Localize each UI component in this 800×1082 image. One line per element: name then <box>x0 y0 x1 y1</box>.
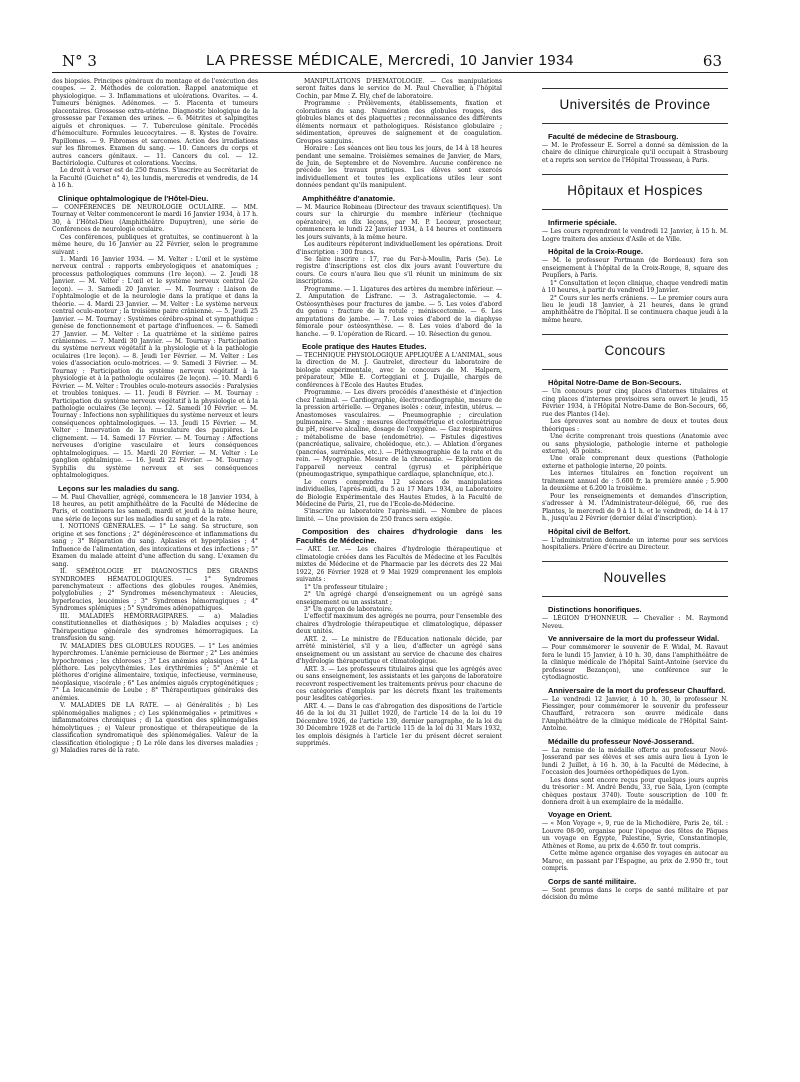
paragraph: V. MALADIES DE LA RATE. — a) Généralités ; b) Les splénomégalies malignes ; c) Les splénomégalies « primitives » inflammatoires chroniques ; d) La question des splénomégalies hémolytiques ; e) Valeur pronostique et thérapeutique de la classification syndromatique des splénomégalies. Valeur de la classification étiologique ; f) Le rôle dans les diverses maladies ; g) Maladies rares de la rate. <box>52 702 258 754</box>
paragraph: — LÉGION D'HONNEUR. — Chevalier : M. Raymond Neveu. <box>542 615 728 630</box>
paragraph: Les dons sont encore reçus pour quelques jours auprès du trésorier : M. André Bendu, 33, rue Sala, Lyon (compte chèques postaux 3740). Toute souscription de 100 fr. donnera droit à un exemplaire de la médaille. <box>542 776 728 807</box>
section-heading: Infirmerie spéciale. <box>548 218 617 228</box>
section-heading: Composition des chaires d'hydrologie dans les Facultés de Médecine. <box>296 527 502 546</box>
page-header <box>52 50 728 73</box>
paragraph: ART. 3. — Les professeurs titulaires ainsi que les agrégés avec ou sans enseignement, les assistants et les garçons de laboratoire recevront respectivement les traitements prévus pour chacune de ces catégories d'emplois par les décrets fixant les traitements pour lesdites catégories. <box>296 665 502 703</box>
paragraph: Le droit à verser est de 250 francs. S'inscrire au Secrétariat de la Faculté (Guichet n° 4), les lundis, mercredis et vendredis, de 14 à 16 h. <box>52 167 258 190</box>
section-heading: Distinctions honorifiques. <box>548 605 642 615</box>
section-title: Universités de Province <box>559 97 711 112</box>
paragraph: — « Mon Voyage », 9, rue de la Michodière, Paris 2e, tél. : Louvre 08-90, organise pour l'époque des fêtes de Pâques un voyage en Egypte, Palestine, Syrie, Constantinople, Athènes et Rome, au prix de 4.650 fr. tout compris. <box>542 820 728 850</box>
paragraph: — M. le professeur Portmann (de Bordeaux) fera son enseignement à l'hôpital de la Croix-Rouge, 8, square des Peupliers, à Paris. <box>542 257 728 280</box>
section-heading: Ve anniversaire de la mort du professeur Widal. <box>548 634 720 644</box>
paragraph: — CONFÉRENCES DE NEUROLOGIE OCULAIRE. — MM. Tournay et Velter commenceront le mardi 16 Janvier 1934, à 17 h. 30, à l'Hôtel-Dieu (Amphithéâtre Dupuytren), une série de Conférences de neurologie oculaire. <box>52 203 258 234</box>
paragraph: Une orale comprenant deux questions (Pathologie externe et pathologie interne, 20 points. <box>542 455 728 470</box>
column-right <box>542 78 728 1068</box>
page-number: 63 <box>702 52 722 70</box>
paragraph: 1° Consultation et leçon clinique, chaque vendredi matin à 10 heures, à partir du vendredi 19 Janvier. <box>542 279 728 295</box>
paragraph: — Sont promus dans le corps de santé militaire et par décision du même <box>542 886 728 902</box>
section-heading: Leçons sur les maladies du sang. <box>58 483 180 493</box>
paragraph: 2° Un agrégé chargé d'enseignement ou un agrégé sans enseignement ou un assistant ; <box>296 591 502 606</box>
paragraph: 1° Un professeur titulaire ; <box>304 583 388 591</box>
paragraph: I. NOTIONS GÉNÉRALES. — 1° Le sang. Sa structure, son origine et ses fonctions ; 2° dégénérescence et inflammations du sang ; 3° Réparation du sang. Aplasies et hyperplasies ; 4° Influence de l'alimentation, des intoxications et des infections ; 5° Examen du malade atteint d'une affection du sang. L'examen du sang. <box>52 523 258 568</box>
section-title: Nouvelles <box>603 570 667 586</box>
paragraph: II. SÉMÉIOLOGIE ET DIAGNOSTICS DES GRANDS SYNDROMES HÉMATOLOGIQUES. — 1° Syndromes parenchymateux : affections des globules rouges. Anémies, polyglobulies ; 2° Syndromes mésenchymateux : Aleucies, hyperleucies, leucémies ; 3° Syndromes hémorragiques ; 4° Syndromes spléniques ; 5° Syndromes adénopathiques. <box>52 568 258 613</box>
column-middle <box>296 78 502 1068</box>
section-heading: Amphithéâtre d'anatomie. <box>302 193 395 203</box>
paragraph: — Le vendredi 12 Janvier, à 10 h. 30, le professeur N. Fiessinger, pour commémorer le souvenir du professeur Chauffard, retracera son œuvre médicale dans l'Amphithéâtre de la clinique médicale de l'Hôpital Saint-Antoine. <box>542 695 728 733</box>
paragraph: Pour les renseignements et demandes d'inscription, s'adresser à M. l'Administrateur-délégué, 66, rue des Plantes, le mercredi de 9 à 11 h. et le vendredi, de 14 à 17 h., jusqu'au 2 Février (dernier délai d'inscription). <box>542 492 728 523</box>
paragraph: L'effectif maximum des agrégés ne pourra, pour l'ensemble des chaires d'hydrologie thérapeutique et climatologique, dépasser deux unités. <box>296 613 502 636</box>
paragraph: — ART. 1er. — Les chaires d'hydrologie thérapeutique et climatologie créées dans les Facultés de Médecine et les Facultés mixtes de Médecine et de Pharmacie par les décrets des 22 Mai 1922, 26 Février 1928 et 9 Mai 1929 comprennent les emplois suivants : <box>296 546 502 584</box>
paragraph: des biopsies. Principes généraux du montage et de l'exécution des coupes. — 2. Méthodes de coloration. Rappel anatomique et physiologique. — 3. Inflammations et ulcérations. Ovarites. — 4. Tumeurs bénignes. Adénomes. — 5. Placenta et tumeurs placentaires. Grossesse extra-utérine. Diagnostic biologique de la grossesse par l'examen des urines. — 6. Métrites et salpingites aiguës et chroniques. — 7. Tuberculose génitale. Procédés d'hémoculture. Formules leucocytaires. — 8. Kystes de l'ovaire. Papillomes. — 9. Fibromes et sarcomes. Action des irradiations sur les fibromes. Examen du sang. — 10. Cancers du corps et autres cancers génitaux. — 11. Cancers du col. — 12. Bactériologie. Cultures et colorations. Vaccins. <box>52 78 258 167</box>
paragraph: Ces conférences, publiques et gratuites, se continueront à la même heure, du 16 Janvier au 22 Février, selon le programme suivant : <box>52 233 258 256</box>
divider <box>542 88 728 89</box>
divider <box>542 369 728 370</box>
paragraph: Les internes titulaires en fonction reçoivent un traitement annuel de : 5.600 fr. la première année ; 5.900 la deuxième et 6.200 la troisième. <box>542 470 728 493</box>
paragraph: III. MALADIES HÉMORRAGIPARES. — a) Maladies constitutionnelles et diathésiques ; b) Maladies acquises ; c) Thérapeutique générale des syndromes hémorragiques. La transfusion du sang. <box>52 612 258 643</box>
paragraph: Les épreuves sont au nombre de deux et toutes deux théoriques : <box>542 418 728 433</box>
paragraph: 2° Cours sur les nerfs crâniens. — Le premier cours aura lieu le jeudi 18 Janvier, à 21 heures, dans le grand amphithéâtre de l'hôpital. Il se continuera chaque jeudi à la même heure. <box>542 294 728 324</box>
paragraph: MANIPULATIONS D'HÉMATOLOGIE. — Ces manipulations seront faites dans le service de M. Paul Chevallier, à l'hôpital Cochin, par Mme Z. Ely, chef de laboratoire. <box>296 78 502 100</box>
paragraph: IV. MALADIES DES GLOBULES ROUGES. — 1° Les anémies hyperchromes. L'anémie pernicieuse de Biermer ; 2° Les anémies hypochromes ; les chloroses ; 3° Les anémies aplasiques ; 4° La pléthore. Les polycythémies. Les érythrémies ; 5° Anémie et pléthores d'origine alimentaire, toxique, infectieuse, vermineuse, néoplasique, viscérale ; 6° Les anémies aiguës cryptogénétiques ; 7° La leucanémie de Leube ; 8° Thérapeutiques générales des anémies. <box>52 642 258 702</box>
section-heading: Anniversaire de la mort du professeur Chauffard. <box>548 685 726 695</box>
paragraph: — Un concours pour cinq places d'internes titulaires et cinq places d'internes provisoires sera ouvert le jeudi, 15 Février 1934, à l'Hôpital Notre-Dame de Bon-Secours, 66, rue des Plantes (14e). <box>542 388 728 418</box>
paragraph: Cette même agence organise des voyages en autocar au Maroc, en passant par l'Espagne, au prix de 2.950 fr., tout compris. <box>542 850 728 873</box>
paragraph: Programme : Prélèvements, établissements, fixation et colorations du sang. Numération des globules rouges, des globules blancs et des plaquettes ; reconnaissance des différents éléments normaux et pathologiques. Résistance globulaire ; sédimentation, épreuves de saignement et de coagulation. Groupes sanguins. <box>296 100 502 145</box>
issue-number: N° 3 <box>62 52 97 70</box>
paragraph: Le cours comprendra 12 séances de manipulations individuelles, l'après-midi, du 5 au 17 Mars 1934, au Laboratoire de Biologie Expérimentale des Hautes Etudes, à la Faculté de Médecine de Paris, 21, rue de l'Ecole-de-Médecine. <box>296 478 502 509</box>
paragraph: — M. Paul Chevallier, agrégé, commencera le 18 Janvier 1934, à 18 heures, au petit amphithéâtre de la Faculté de Médecine de Paris, et continuera les samedi, mardi et jeudi à la même heure, une série de leçons sur les maladies du sang et de la rate. <box>52 493 258 523</box>
section-heading: Ecole pratique des Hautes Etudes. <box>302 341 427 351</box>
divider <box>542 209 728 210</box>
section-title: Concours <box>604 343 666 359</box>
divider <box>542 596 728 597</box>
section-heading: Corps de santé militaire. <box>548 876 637 886</box>
section-heading: Voyage en Orient. <box>548 810 613 820</box>
divider <box>542 174 728 175</box>
paragraph: Une écrite comprenant trois questions (Anatomie avec ou sans physiologie, pathologie interne et pathologie externe), 45 points. <box>542 433 728 455</box>
paragraph: — Les cours reprendront le vendredi 12 Janvier, à 15 h. M. Logre traitera des anxieux d'Asile et de Ville. <box>542 228 728 243</box>
section-heading: Faculté de médecine de Strasbourg. <box>548 132 679 141</box>
paragraph: — M. Maurice Robineau (Directeur des travaux scientifiques). Un cours sur la chirurgie du membre inférieur (technique opératoire), en dix leçons, par M. P. Lecœur, prosecteur, commencera le lundi 22 Janvier 1934, à 14 heures et continuera les jours suivants, à la même heure. <box>296 203 502 241</box>
paragraph: — M. le Professeur E. Sorrel a donné sa démission de la chaire de clinique chirurgicale qu'il occupait à Strasbourg et a repris son service de l'Hôpital Trousseau, à Paris. <box>542 142 728 164</box>
section-heading: Hôpital de la Croix-Rouge. <box>548 247 643 257</box>
paragraph: 3° Un garçon de laboratoire. <box>304 606 393 613</box>
paragraph: Les auditeurs répéteront individuellement les opérations. Droit d'inscription : 300 francs. <box>296 241 502 256</box>
divider <box>542 123 728 124</box>
paragraph: 1. Mardi 16 Janvier 1934. — M. Velter : L'œil et le système nerveux central : rapports embryologiques et anatomiques ; processus pathologiques communs (1re leçon). — 2. Jeudi 18 Janvier. — M. Velter : L'œil et le système nerveux central (2e leçon). — 3. Samedi 20 Janvier. — M. Tournay : Liaison de l'ophtalmologie et de la neurologie dans la pratique et dans la théorie. — 4. Mardi 23 Janvier. — M. Velter : Le système nerveux central oculo-moteur ; la troisième paire crânienne. — 5. Jeudi 25 Janvier. — M. Tournay : Systèmes cérébro-spinal et sympathique : genèse de fonctionnement et partage d'influences. — 6. Samedi 27 Janvier. — M. Velter : La quatrième et la sixième paires crâniennes. — 7. Mardi 30 Janvier. — M. Tournay : Participation du système nerveux végétatif à la physiologie et à la pathologie oculaires (1re leçon). — 8. Jeudi 1er Février. — M. Velter : Les voies d'association oculo-motrices. — 9. Samedi 3 Février. — M. Tournay : Participation du système nerveux végétatif à la physiologie et à la pathologie oculaires (2e leçon). — 10. Mardi 6 Février. — M. Velter : Troubles oculo-moteurs associés : Paralysies et troubles toniques. — 11. Jeudi 8 Février. — M. Tournay : Participation du système nerveux végétatif à la physiologie et à la pathologie oculaires (3e leçon). — 12. Samedi 10 Février. — M. Tournay : Infections non syphilitiques du système nerveux et leurs conséquences ophtalmologiques. — 13. Jeudi 15 Février. — M. Velter : Innervation de la musculature des paupières. Le clignement. — 14. Samedi 17 Février. — M. Tournay : Affections nerveuses d'origine vasculaire et leurs conséquences ophtalmologiques. — 15. Mardi 20 Février. — M. Velter : Le ganglion ophtalmique. — 16. Jeudi 22 Février. — M. Tournay : Syphilis du système nerveux et ses conséquences ophtalmologiques. <box>52 255 258 480</box>
paragraph: — L'administration demande un interne pour ses services hospitaliers. Prière d'écrire au Directeur. <box>542 536 728 551</box>
divider <box>542 334 728 335</box>
divider <box>542 561 728 562</box>
paragraph: ART. 4. — Dans le cas d'abrogation des dispositions de l'article 46 de la loi du 31 Juillet 1920, de l'article 14 de la loi du 19 Décembre 1926, de l'article 139, dernier paragraphe, de la loi du 30 Décembre 1928 et de l'article 115 de la loi du 31 Mars 1932, les emplois désignés à l'article 1er du présent décret seraient supprimés. <box>296 702 502 748</box>
column-left <box>52 78 258 1068</box>
paragraph: Programme. — 1. Ligatures des artères du membre inférieur. — 2. Amputation de Lisfranc. — 3. Astragalectomie. — 4. Ostéosynthèses pour fractures de jambe. — 5. Les voies d'abord du genou : fracture de la rotule ; méniscectomie. — 6. Les amputations de jambe. — 7. Les voies d'abord de la diaphyse fémorale pour ostéosynthèse. — 8. Les voies d'abord de la hanche. — 9. L'opération de Ricard. — 10. Résection du genou. <box>296 285 502 338</box>
paragraph: Programme. — Les divers procédés d'anesthésie et d'injection chez l'animal. — Cardiographie, électrocardiographie, mesure de la pression artérielle. — Organes isolés : cœur, intestin, utérus. — Anastomoses vasculaires. — Pneumographie ; circulation pulmonaire. — Sang : mesures électrométrique et colorimétrique du pH, réserve alcaline, dosage de l'oxygène. — Gaz respiratoires ; métabolisme de base (endométrie). — Fistules digestives (pancréatique, salivaire, cholédoque, etc.). — Ablation d'organes (pancréas, surrénales, etc.). — Pléthysmographie de la rate et du rein. — Myographie. Mesure de la chronaxie. — Exploration de l'appareil nerveux central (gyrus) et périphérique (pneumogastrique, sympathique cardiaque, splanchnique, etc.). <box>296 389 502 479</box>
section-heading: Hôpital civil de Belfort. <box>548 526 631 536</box>
paragraph: S'inscrire au laboratoire l'après-midi. — Nombre de places limité. — Une provision de 250 francs sera exigée. <box>296 508 502 523</box>
section-heading: Hôpital Notre-Dame de Bon-Secours. <box>548 378 682 388</box>
section-heading: Médaille du professeur Nové-Josserand. <box>548 736 695 746</box>
paragraph: Se faire inscrire : 17, rue du Fer-à-Moulin, Paris (5e). Le registre d'inscriptions est clos dix jours avant l'ouverture du cours. Ce cours n'aura lieu que s'il réunit un minimum de six inscriptions. <box>296 255 502 286</box>
section-heading: Clinique ophtalmologique de l'Hôtel-Dieu. <box>58 193 209 203</box>
paragraph: — TECHNIQUE PHYSIOLOGIQUE APPLIQUÉE A L'ANIMAL, sous la direction de M. J. Gautrelet, directeur du laboratoire de biologie expérimentale, avec le concours de M. Halpern, préparateur, Mlle E. Corteggiani et J. Dujaille, chargés de conférences à l'Ecole des Hautes Etudes. <box>296 351 502 389</box>
paragraph: — Pour commémorer le souvenir de F. Widal, M. Ravaut fera le lundi 15 Janvier, à 10 h. 30, dans l'amphithéâtre de la clinique médicale de l'hôpital Saint-Antoine (service du professeur Bezançon), une conférence sur le cytodiagnostic. <box>542 644 728 682</box>
paragraph: Horaire : Les séances ont lieu tous les jours, de 14 à 18 heures pendant une semaine. Troisièmes semaines de Janvier, de Mars, de Juin, de Septembre et de Novembre. Aucune conférence ne précède les travaux pratiques. Les élèves sont exercés individuellement et toutes les explications utiles leur sont données pendant qu'ils manipulent. <box>296 145 502 190</box>
section-title: Hôpitaux et Hospices <box>567 183 703 199</box>
journal-title: LA PRESSE MÉDICALE, Mercredi, 10 Janvier 1934 <box>206 52 574 69</box>
paragraph: — La remise de la médaille offerte au professeur Nové-Josserand par ses élèves et ses amis aura lieu à Lyon le lundi 2 Juillet, à 16 h. 30, à la Faculté de Médecine, à l'occasion des Journées orthopédiques de Lyon. <box>542 746 728 777</box>
paragraph: ART. 2. — Le ministre de l'Education nationale décide, par arrêté ministériel, s'il y a lieu, d'affecter un agrégé sans enseignement ou un assistant au service de chacune des chaires d'hydrologie thérapeutique et climatologique. <box>296 635 502 666</box>
